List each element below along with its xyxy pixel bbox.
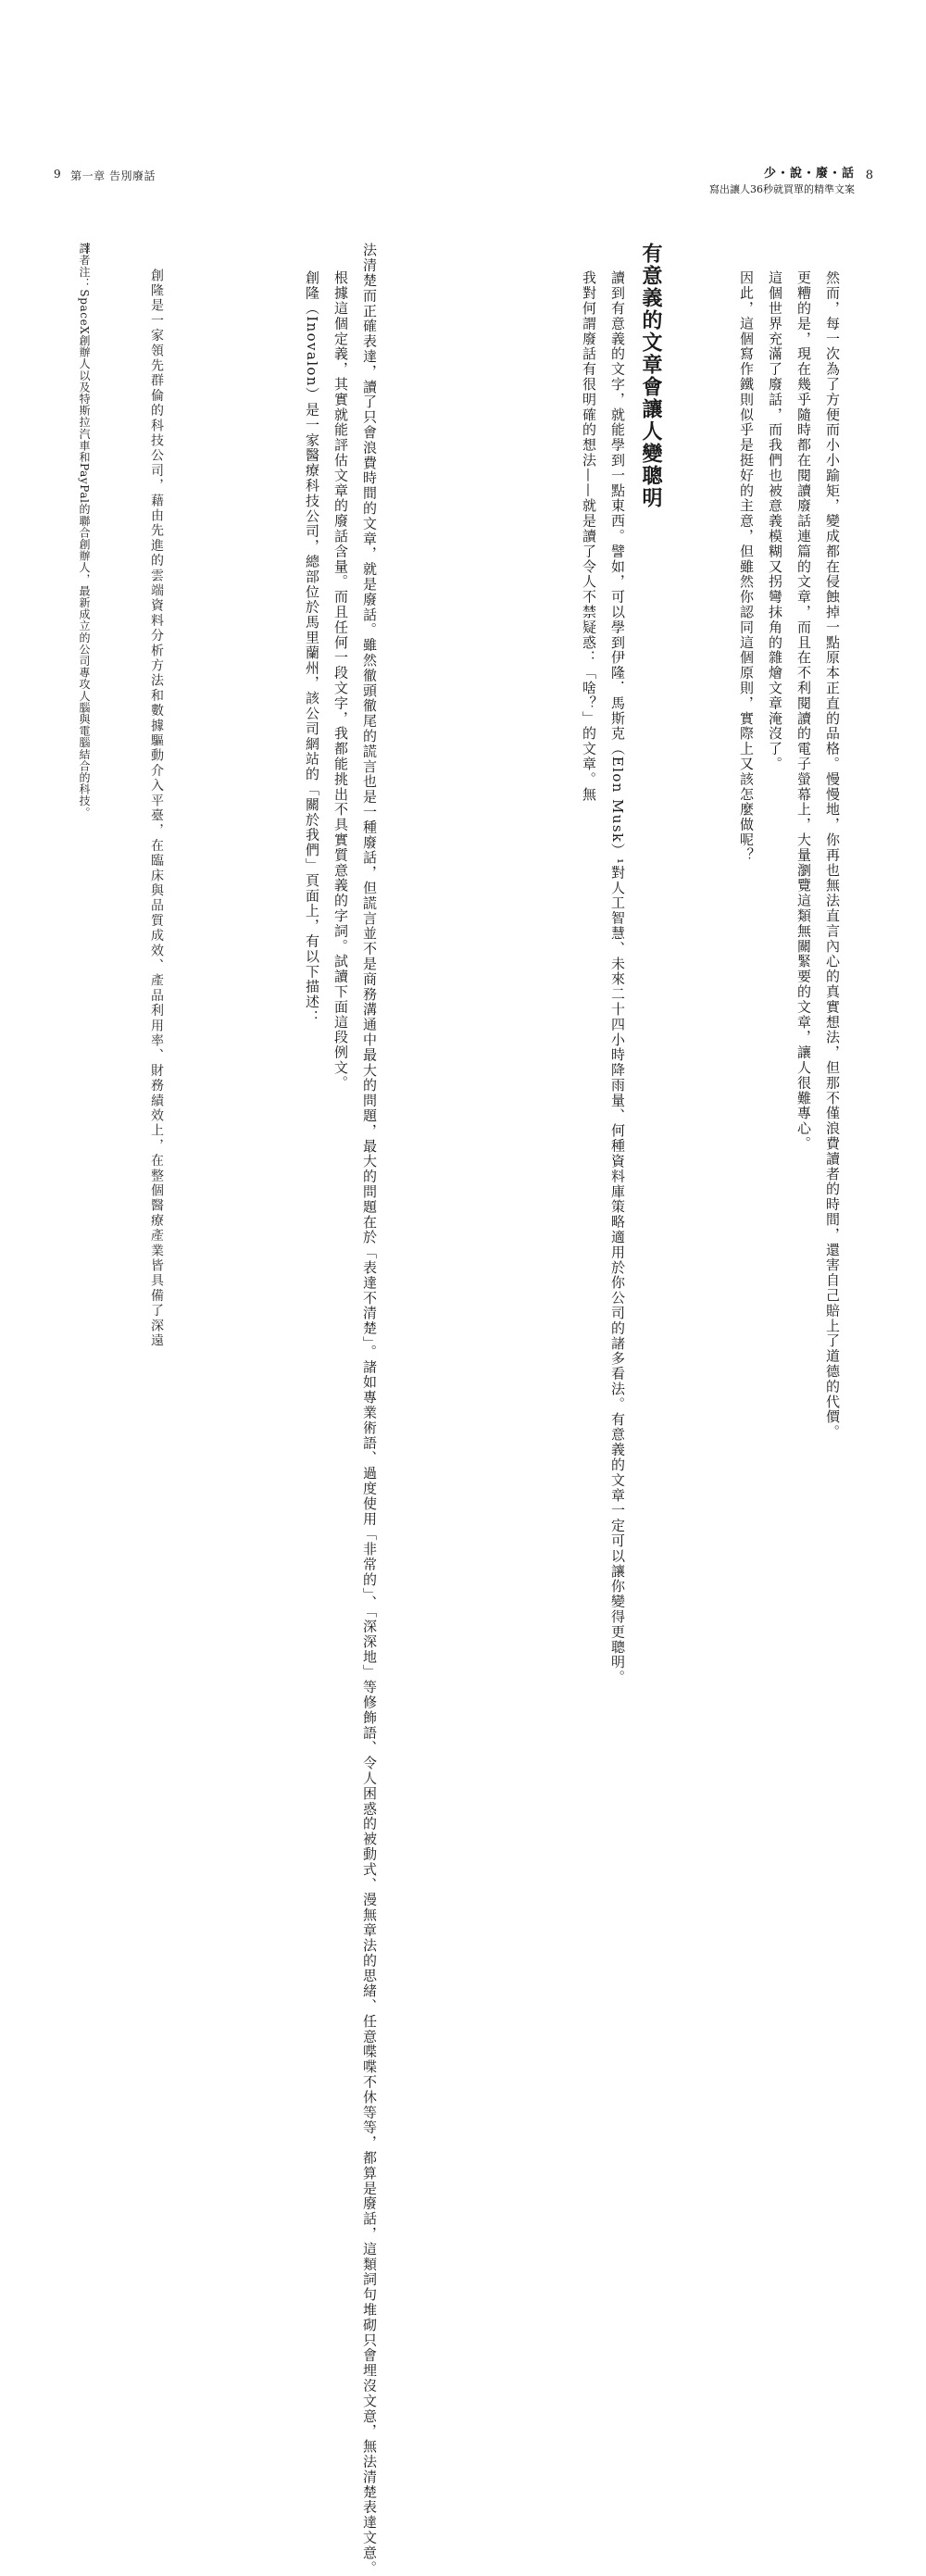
book-subtitle: 寫出讓人36秒就買單的精準文案 — [709, 183, 855, 195]
paragraph: 更糟的是，現在幾乎隨時都在閱讀廢話連篇的文章，而且在不利閱讀的電子螢幕上，大量瀏覽這類無關緊要的文章，讓人很難專心。 — [795, 270, 812, 1152]
left-page-number: 9 — [54, 168, 62, 181]
right-running-header — [681, 163, 875, 200]
paragraph: 我對何謂廢話有很明確的想法——就是讀了令人不禁疑惑：「啥？」的文章。無 — [581, 270, 597, 802]
paragraph: 創隆（Inovalon）是一家醫療科技公司，總部位於馬里蘭州，該公司網站的「關於我們」頁面上，有以下描述： — [304, 270, 320, 1025]
left-running-header — [54, 168, 156, 183]
series-title: 少・說・廢・話 — [763, 167, 855, 181]
quote-text: 創隆是一家領先群倫的科技公司，藉由先進的雲端資料分析方法和數據驅動介入平臺，在臨床與品質成效、產品利用率、財務績效上，在整個醫療產業皆具備了深遠 — [149, 269, 164, 1349]
footnote: 譯者注：SpaceX創辦人以及特斯拉汽車和PayPal的聯合創辦人，最新成立的公司專攻人腦與電腦結合的科技。 — [78, 243, 91, 819]
paragraph: 然而，每一次為了方便而小小踰矩，變成都在侵蝕掉一點原本正直的品格。慢慢地，你再也無法直言內心的真實想法，但那不僅浪費讀者的時間，還害自己賠上了道德的代價。 — [824, 270, 841, 1440]
right-page-body-top — [670, 243, 846, 1440]
section-heading: 有意義的文章會讓人變聰明 — [639, 243, 662, 509]
right-page-body-bottom — [543, 243, 632, 1685]
block-quote — [109, 243, 170, 1349]
paragraph: 這個世界充滿了廢話，而我們也被意義模糊又拐彎抹角的雜燴文章淹沒了。 — [767, 270, 783, 772]
paragraph: 讀到有意義的文字，就能學到一點東西。譬如，可以學到伊隆．馬斯克（Elon Musk）¹對人工智慧、未來二十四小時降雨量、何種資料庫策略適用於你公司的諸多看法。有意義的文章一定可以讓你變得更聰明。 — [609, 270, 626, 1685]
paragraph: 根據這個定義，其實就能評估文章的廢話含量。而且任何一段文字，我都能挑出不具實質意義的字詞。試讀下面這段例文。 — [332, 270, 349, 1091]
left-page-body — [181, 243, 383, 2576]
right-page-number: 8 — [865, 169, 873, 182]
paragraph: 因此，這個寫作鐵則似乎是挺好的主意，但雖然你認同這個原則，實際上又該怎麼做呢？ — [738, 270, 755, 863]
chapter-header: 第一章 告別廢話 — [70, 169, 156, 182]
paragraph: 法清楚而正確表達，讀了只會浪費時間的文章，就是廢話。雖然徹頭徹尾的謊言也是一種廢話，但謊言並不是商務溝通中最大的問題，最大的問題在於「表達不清楚」。諸如專業術語、過度使用「非常的」、「深深地」等修飾語、令人困惑的被動式、漫無章法的思緒、任意喋喋不休等等，都算是廢話，這類詞句堆砌只會埋沒文意，無法清楚表達文意。 — [361, 243, 378, 2576]
